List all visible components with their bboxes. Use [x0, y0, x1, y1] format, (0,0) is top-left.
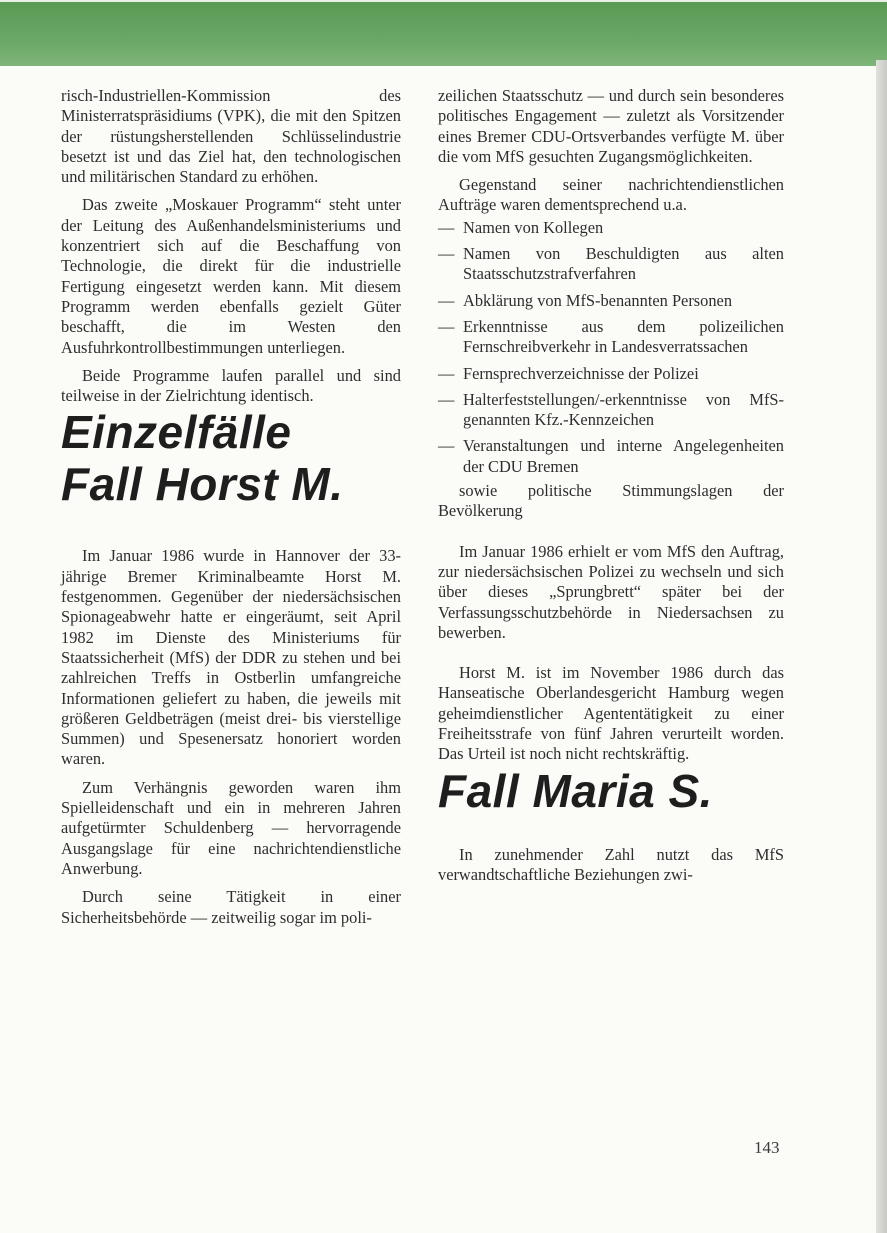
list-item: — Erkenntnisse aus dem polizeilichen Fernschreibverkehr in Landesverratssachen	[438, 317, 784, 358]
case-heading: Fall Maria S.	[438, 764, 713, 817]
list-item: — Halterfeststellungen/-erkenntnisse von MfS-genannten Kfz.-Kennzeichen	[438, 390, 784, 431]
header-color-band	[0, 0, 887, 66]
paragraph: Durch seine Tätigkeit in einer Sicherheitsbehörde — zeitweilig sogar im poli-	[61, 887, 401, 927]
page-edge-shadow	[876, 60, 887, 1233]
dash-list	[438, 218, 784, 477]
list-item: — Namen von Beschuldigten aus alten Staatsschutzstrafverfahren	[438, 244, 784, 285]
list-item: — Namen von Kollegen	[438, 218, 784, 238]
paragraph: sowie politische Stimmungslagen der Bevölkerung	[438, 481, 784, 521]
right-column	[438, 86, 784, 885]
paragraph: Horst M. ist im November 1986 durch das Hanseatische Oberlandesgericht Hamburg wegen geheimdienstlicher Agententätigkeit zu einer Freiheitsstrafe von fünf Jahren verurteilt worden. Das Urteil ist noch nicht rechtskräftig.	[438, 663, 784, 764]
list-item: — Abklärung von MfS-benannten Personen	[438, 291, 784, 311]
paragraph: Beide Programme laufen parallel und sind teilweise in der Zielrichtung identisch.	[61, 365, 401, 406]
paragraph: In zunehmender Zahl nutzt das MfS verwandtschaftliche Beziehungen zwi-	[438, 844, 784, 884]
paragraph: risch-Industriellen-Kommission des Ministerratspräsidiums (VPK), die mit den Spitzen der rüstungsherstellenden Schlüsselindustrie besetzt ist und das Ziel hat, den technologischen und militärischen Standard zu erhöhen.	[61, 86, 401, 187]
paragraph: Im Januar 1986 wurde in Hannover der 33-jährige Bremer Kriminalbeamte Horst M. festgenommen. Gegenüber der niedersächsischen Spionageabwehr hatte er eingeräumt, seit April 1982 im Dienste des Ministeriums für Staatssicherheit (MfS) der DDR zu stehen und bei zahlreichen Treffs in Ostberlin umfangreiche Informationen geliefert zu haben, die jeweils mit größeren Geldbeträgen (meist drei- bis vierstellige Summen) und Spesenersatz honoriert worden waren.	[61, 546, 401, 769]
list-item: — Fernsprechverzeichnisse der Polizei	[438, 364, 784, 384]
list-item: — Veranstaltungen und interne Angelegenheiten der CDU Bremen	[438, 436, 784, 477]
paragraph: Im Januar 1986 erhielt er vom MfS den Auftrag, zur niedersächsischen Polizei zu wechseln und sich über dieses „Sprungbrett“ später bei der Verfassungsschutzbehörde in Niedersachsen zu bewerben.	[438, 541, 784, 642]
section-heading: Einzelfälle	[61, 406, 292, 459]
page-number: 143	[754, 1138, 780, 1157]
paragraph: Gegenstand seiner nachrichtendienstlichen Aufträge waren dementsprechend u.a.	[438, 175, 784, 215]
paragraph: Das zweite „Moskauer Programm“ steht unter der Leitung des Außenhandelsministeriums und konzentriert sich auf die Beschaffung von Technologie, die direkt für die industrielle Fertigung eingesetzt werden kann. Mit diesem Programm werden ebenfalls gezielt Güter beschafft, die im Westen den Ausfuhrkontrollbestimmungen unterliegen.	[61, 195, 401, 357]
case-heading: Fall Horst M.	[61, 458, 344, 511]
paragraph: Zum Verhängnis geworden waren ihm Spielleidenschaft und ein in mehreren Jahren aufgetürmter Schuldenberg — hervorragende Ausgangslage für eine nachrichtendienstliche Anwerbung.	[61, 777, 401, 878]
left-column	[61, 86, 401, 928]
paragraph: zeilichen Staatsschutz — und durch sein besonderes politisches Engagement — zuletzt als Vorsitzender eines Bremer CDU-Ortsverbandes verfügte M. über die vom MfS gesuchten Zugangsmöglichkeiten.	[438, 86, 784, 166]
